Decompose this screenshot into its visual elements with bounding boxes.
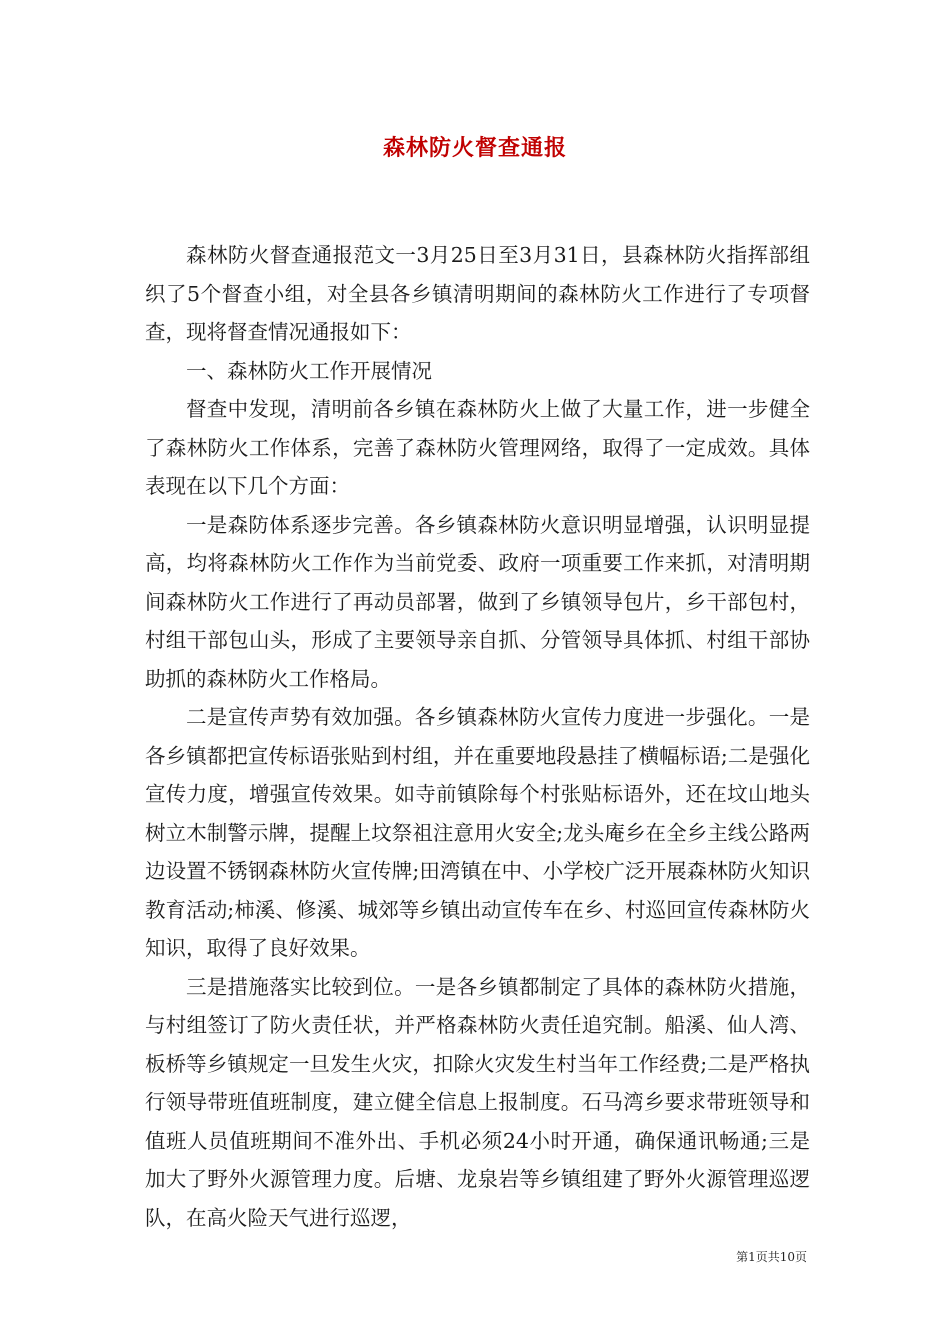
document-body <box>145 236 810 1237</box>
section-heading: 一、森林防火工作开展情况 <box>186 358 432 383</box>
body-paragraph: 二是宣传声势有效加强。各乡镇森林防火宣传力度进一步强化。一是各乡镇都把宣传标语张贴到村组，并在重要地段悬挂了横幅标语;二是强化宣传力度，增强宣传效果。如寺前镇除每个村张贴标语外，还在坟山地头树立木制警示牌，提醒上坟祭祖注意用火安全;龙头庵乡在全乡主线公路两边设置不锈钢森林防火宣传牌;田湾镇在中、小学校广泛开展森林防火知识教育活动;柿溪、修溪、城郊等乡镇出动宣传车在乡、村巡回宣传森林防火知识，取得了良好效果。 <box>145 705 810 960</box>
body-paragraph: 督查中发现，清明前各乡镇在森林防火上做了大量工作，进一步健全了森林防火工作体系，完善了森林防火管理网络，取得了一定成效。具体表现在以下几个方面： <box>145 397 810 498</box>
page-number: 第1页共10页 <box>736 1250 807 1264</box>
body-paragraph: 三是措施落实比较到位。一是各乡镇都制定了具体的森林防火措施，与村组签订了防火责任状，并严格森林防火责任追究制。船溪、仙人湾、板桥等乡镇规定一旦发生火灾，扣除火灾发生村当年工作经费;二是严格执行领导带班值班制度，建立健全信息上报制度。石马湾乡要求带班领导和值班人员值班期间不准外出、手机必须24小时开通，确保通讯畅通;三是加大了野外火源管理力度。后塘、龙泉岩等乡镇组建了野外火源管理巡逻队，在高火险天气进行巡逻， <box>145 974 810 1230</box>
body-paragraph: 一是森防体系逐步完善。各乡镇森林防火意识明显增强，认识明显提高，均将森林防火工作作为当前党委、政府一项重要工作来抓，对清明期间森林防火工作进行了再动员部署，做到了乡镇领导包片，乡干部包村，村组干部包山头，形成了主要领导亲自抓、分管领导具体抓、村组干部协助抓的森林防火工作格局。 <box>145 512 810 691</box>
body-paragraph: 森林防火督查通报范文一3月25日至3月31日，县森林防火指挥部组织了5个督查小组，对全县各乡镇清明期间的森林防火工作进行了专项督查，现将督查情况通报如下： <box>145 243 810 344</box>
document-title: 森林防火督查通报 <box>382 135 567 161</box>
